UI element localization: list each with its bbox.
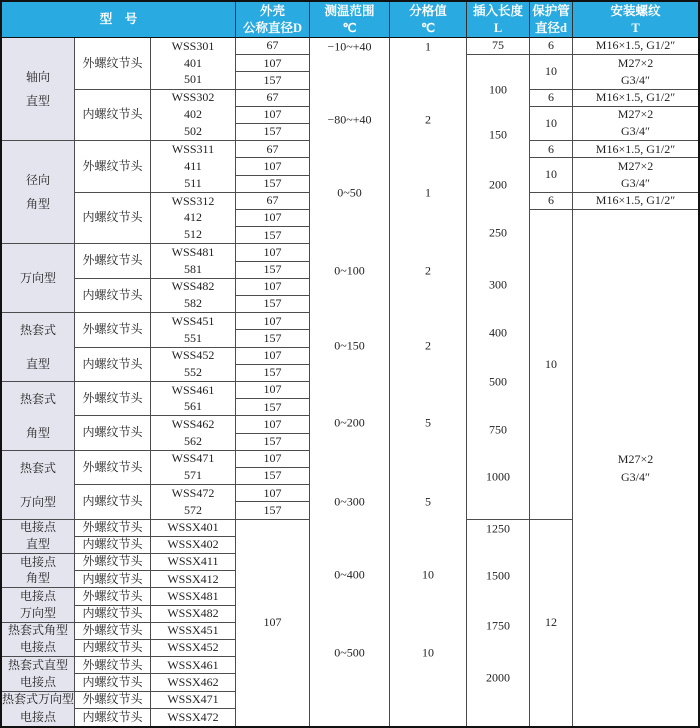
model-cell-line: 512 xyxy=(184,227,202,242)
group-cell-line: 电接点 xyxy=(19,674,56,689)
tube-diameter-value: 6 xyxy=(530,38,573,55)
joint-type-cell: 内螺纹节头 xyxy=(75,348,151,382)
header-mounting-thread xyxy=(573,2,698,38)
insertion-length-column-upper-value: 250 xyxy=(489,225,507,240)
insertion-length-column-lower-value: 2000 xyxy=(486,669,510,684)
thread-value: M16×1.5, G1/2″ xyxy=(573,90,698,107)
division-value-column xyxy=(390,38,467,726)
model-cell-line: WSS472 xyxy=(171,485,215,500)
tube-diameter-value: 6 xyxy=(530,141,573,158)
model-cell xyxy=(151,279,236,313)
tube-diameter-value: 6 xyxy=(530,193,573,210)
temp-range-column xyxy=(310,38,390,726)
group-cell-line: 直型 xyxy=(25,357,50,372)
header-model-line: 型 号 xyxy=(99,12,138,26)
shell-diameter-value: 107 xyxy=(236,348,310,365)
header-tube-diameter xyxy=(530,2,573,38)
header-shell-diameter-line: 外壳 xyxy=(259,3,285,18)
temp-range-column-value: 0~150 xyxy=(334,338,365,353)
tube-diameter-value: 10 xyxy=(530,210,573,520)
group-cell-line: 万向型 xyxy=(19,494,56,509)
joint-type-cell: 内螺纹节头 xyxy=(75,485,151,519)
group-cell-line: 角型 xyxy=(25,197,50,212)
group-cell-line: 轴向 xyxy=(25,70,50,85)
shell-diameter-value: 157 xyxy=(236,124,310,141)
header-model xyxy=(2,2,236,38)
joint-type-cell: 外螺纹节头 xyxy=(75,382,151,416)
temp-range-column-value: 0~500 xyxy=(334,645,365,660)
model-cell-line: WSS461 xyxy=(171,382,215,397)
joint-type-cell: 外螺纹节头 xyxy=(75,244,151,278)
shell-diameter-value: 157 xyxy=(236,227,310,244)
model-cell: WSSX411 xyxy=(151,554,236,571)
model-cell-line: WSS452 xyxy=(171,348,215,363)
joint-type-cell: 内螺纹节头 xyxy=(75,709,151,726)
division-value-column-value: 5 xyxy=(425,494,431,509)
joint-type-cell: 内螺纹节头 xyxy=(75,606,151,623)
header-temp-range-line: 测温范围 xyxy=(324,3,375,18)
tube-diameter-value: 6 xyxy=(530,90,573,107)
shell-diameter-value: 107 xyxy=(236,520,310,726)
joint-type-cell: 内螺纹节头 xyxy=(75,193,151,245)
model-cell: WSSX451 xyxy=(151,623,236,640)
division-value-column-value: 1 xyxy=(425,185,431,200)
model-cell: WSSX471 xyxy=(151,692,236,709)
group-cell xyxy=(2,554,75,588)
insertion-length-column-lower xyxy=(467,520,530,726)
model-cell-line: WSS311 xyxy=(171,141,215,156)
thread-value xyxy=(573,55,698,89)
joint-type-cell: 内螺纹节头 xyxy=(75,416,151,450)
group-cell xyxy=(2,520,75,554)
model-cell xyxy=(151,244,236,278)
shell-diameter-value: 157 xyxy=(236,468,310,485)
tube-diameter-value: 10 xyxy=(530,107,573,141)
model-cell-line: 561 xyxy=(184,399,202,414)
insertion-length-column-upper-value: 150 xyxy=(489,127,507,142)
temp-range-column-value: −10~+40 xyxy=(327,39,372,54)
group-cell-line: 电接点 xyxy=(19,520,56,535)
shell-diameter-value: 157 xyxy=(236,176,310,193)
insertion-length-value: 75 xyxy=(467,38,530,55)
joint-type-cell: 外螺纹节头 xyxy=(75,520,151,537)
header-tube-diameter-line: 直径d xyxy=(535,20,567,35)
group-cell xyxy=(2,244,75,313)
insertion-length-column-upper-value: 500 xyxy=(489,374,507,389)
joint-type-cell: 外螺纹节头 xyxy=(75,38,151,90)
model-cell xyxy=(151,348,236,382)
thread-value: M16×1.5, G1/2″ xyxy=(573,193,698,210)
model-cell-line: 501 xyxy=(184,72,202,87)
group-cell xyxy=(2,692,75,726)
division-value-column-value: 10 xyxy=(422,567,434,582)
model-cell-line: 581 xyxy=(184,261,202,276)
header-temp-range xyxy=(310,2,390,38)
temp-range-column-value: −80~+40 xyxy=(327,112,372,127)
temp-range-column-value: 0~200 xyxy=(334,415,365,430)
shell-diameter-value: 107 xyxy=(236,107,310,124)
group-cell xyxy=(2,657,75,691)
model-cell xyxy=(151,416,236,450)
model-cell xyxy=(151,90,236,142)
shell-diameter-value: 157 xyxy=(236,434,310,451)
model-cell xyxy=(151,141,236,193)
model-cell-line: WSS471 xyxy=(171,451,215,466)
joint-type-cell: 内螺纹节头 xyxy=(75,90,151,142)
shell-diameter-value: 157 xyxy=(236,72,310,89)
model-cell-line: 412 xyxy=(184,210,202,225)
joint-type-cell: 外螺纹节头 xyxy=(75,313,151,347)
group-cell-line: 热套式 xyxy=(19,323,56,338)
shell-diameter-value: 107 xyxy=(236,382,310,399)
joint-type-cell: 内螺纹节头 xyxy=(75,640,151,657)
model-cell xyxy=(151,38,236,90)
thread-value-line: G3/4″ xyxy=(621,470,650,484)
group-cell-line: 直型 xyxy=(25,536,50,551)
model-cell xyxy=(151,382,236,416)
insertion-length-column-upper-value: 300 xyxy=(489,277,507,292)
shell-diameter-value: 157 xyxy=(236,365,310,382)
group-cell-line: 角型 xyxy=(25,425,50,440)
group-cell xyxy=(2,382,75,451)
model-cell: WSSX461 xyxy=(151,657,236,674)
header-insertion-length-line: L xyxy=(493,20,503,35)
model-cell: WSSX472 xyxy=(151,709,236,726)
model-cell: WSSX481 xyxy=(151,588,236,605)
thread-value xyxy=(573,107,698,141)
shell-diameter-value: 107 xyxy=(236,210,310,227)
model-cell: WSSX452 xyxy=(151,640,236,657)
group-cell-line: 热套式万向型 xyxy=(2,692,75,707)
joint-type-cell: 内螺纹节头 xyxy=(75,571,151,588)
insertion-length-column-lower-value: 1250 xyxy=(486,520,510,535)
model-cell-line: 571 xyxy=(184,468,202,483)
thread-value-line: G3/4″ xyxy=(621,72,650,87)
model-cell xyxy=(151,193,236,245)
shell-diameter-value: 67 xyxy=(236,193,310,210)
division-value-column-value: 2 xyxy=(425,263,431,278)
thread-value-line: G3/4″ xyxy=(621,124,650,139)
shell-diameter-value: 107 xyxy=(236,158,310,175)
temp-range-column-value: 0~50 xyxy=(337,185,362,200)
shell-diameter-value: 107 xyxy=(236,244,310,261)
division-value-column-value: 2 xyxy=(425,338,431,353)
model-cell-line: 402 xyxy=(184,107,202,122)
model-cell: WSSX402 xyxy=(151,537,236,554)
joint-type-cell: 外螺纹节头 xyxy=(75,554,151,571)
header-mounting-thread-line: 安装螺纹 xyxy=(610,3,661,18)
header-division-value xyxy=(390,2,467,38)
joint-type-cell: 内螺纹节头 xyxy=(75,674,151,691)
thread-value-line: M27×2 xyxy=(617,107,654,122)
joint-type-cell: 外螺纹节头 xyxy=(75,623,151,640)
thread-value xyxy=(573,158,698,192)
header-shell-diameter-line: 公称直径D xyxy=(242,20,303,35)
model-cell-line: 582 xyxy=(184,296,202,311)
model-cell xyxy=(151,485,236,519)
thread-value xyxy=(573,210,698,726)
shell-diameter-value: 67 xyxy=(236,90,310,107)
model-cell: WSSX482 xyxy=(151,606,236,623)
shell-diameter-value: 107 xyxy=(236,451,310,468)
insertion-length-column-upper-value: 750 xyxy=(489,422,507,437)
thread-value-line: G3/4″ xyxy=(621,175,650,190)
group-cell xyxy=(2,623,75,657)
insertion-length-column-upper-value: 200 xyxy=(489,177,507,192)
model-cell-line: 551 xyxy=(184,330,202,345)
shell-diameter-value: 107 xyxy=(236,279,310,296)
joint-type-cell: 外螺纹节头 xyxy=(75,692,151,709)
shell-diameter-value: 67 xyxy=(236,141,310,158)
thread-value: M16×1.5, G1/2″ xyxy=(573,141,698,158)
header-division-value-line: 分格值 xyxy=(409,3,447,18)
thread-value-line: M27×2 xyxy=(617,55,654,70)
temp-range-column-value: 0~400 xyxy=(334,567,365,582)
group-cell-line: 热套式角型 xyxy=(7,623,68,638)
group-cell xyxy=(2,313,75,382)
joint-type-cell: 外螺纹节头 xyxy=(75,451,151,485)
shell-diameter-value: 107 xyxy=(236,55,310,72)
model-cell-line: WSS312 xyxy=(171,193,215,208)
model-cell-line: WSS301 xyxy=(171,38,215,53)
model-cell xyxy=(151,313,236,347)
model-cell: WSSX462 xyxy=(151,674,236,691)
group-cell xyxy=(2,141,75,244)
model-cell-line: WSS302 xyxy=(171,90,215,105)
model-cell-line: WSS451 xyxy=(171,313,215,328)
group-cell-line: 电接点 xyxy=(19,554,56,569)
model-cell xyxy=(151,451,236,485)
header-mounting-thread-line: T xyxy=(631,20,640,35)
model-cell-line: 552 xyxy=(184,364,202,379)
model-cell: WSSX412 xyxy=(151,571,236,588)
insertion-length-column-lower-value: 1500 xyxy=(486,567,510,582)
group-cell-line: 角型 xyxy=(25,571,50,586)
joint-type-cell: 内螺纹节头 xyxy=(75,537,151,554)
group-cell-line: 电接点 xyxy=(19,709,56,724)
model-cell-line: 572 xyxy=(184,502,202,517)
joint-type-cell: 外螺纹节头 xyxy=(75,141,151,193)
temp-range-column-value: 0~300 xyxy=(334,494,365,509)
group-cell-line: 热套式直型 xyxy=(7,657,68,672)
header-insertion-length xyxy=(467,2,530,38)
header-division-value-line: ℃ xyxy=(420,20,436,35)
model-cell-line: 502 xyxy=(184,124,202,139)
group-cell-line: 万向型 xyxy=(19,271,56,286)
group-cell-line: 电接点 xyxy=(19,640,56,655)
temp-range-column-value: 0~100 xyxy=(334,263,365,278)
joint-type-cell: 外螺纹节头 xyxy=(75,657,151,674)
shell-diameter-value: 107 xyxy=(236,416,310,433)
insertion-length-column-upper-value: 100 xyxy=(489,82,507,97)
group-cell-line: 热套式 xyxy=(19,391,56,406)
shell-diameter-value: 157 xyxy=(236,399,310,416)
model-cell: WSSX401 xyxy=(151,520,236,537)
tube-diameter-value: 10 xyxy=(530,158,573,192)
joint-type-cell: 外螺纹节头 xyxy=(75,588,151,605)
group-cell xyxy=(2,38,75,141)
shell-diameter-value: 157 xyxy=(236,330,310,347)
header-shell-diameter xyxy=(236,2,310,38)
header-insertion-length-line: 插入长度 xyxy=(472,3,523,18)
division-value-column-value: 10 xyxy=(422,645,434,660)
shell-diameter-value: 107 xyxy=(236,485,310,502)
group-cell-line: 热套式 xyxy=(19,460,56,475)
thread-value-line: M27×2 xyxy=(617,452,654,466)
group-cell xyxy=(2,588,75,622)
insertion-length-column-upper xyxy=(467,55,530,519)
model-cell-line: WSS462 xyxy=(171,417,215,432)
shell-diameter-value: 107 xyxy=(236,313,310,330)
division-value-column-value: 1 xyxy=(425,39,431,54)
group-cell-line: 径向 xyxy=(25,173,50,188)
tube-diameter-value: 10 xyxy=(530,55,573,89)
group-cell-line: 直型 xyxy=(25,94,50,109)
insertion-length-column-upper-value: 1000 xyxy=(486,469,510,484)
thread-value-line: M27×2 xyxy=(617,159,654,174)
division-value-column-value: 2 xyxy=(425,112,431,127)
shell-diameter-value: 157 xyxy=(236,262,310,279)
model-cell-line: 401 xyxy=(184,55,202,70)
tube-diameter-value: 12 xyxy=(530,520,573,726)
shell-diameter-value: 157 xyxy=(236,502,310,519)
joint-type-cell: 内螺纹节头 xyxy=(75,279,151,313)
model-cell-line: 511 xyxy=(184,175,202,190)
model-cell-line: 411 xyxy=(184,158,202,173)
thread-value: M16×1.5, G1/2″ xyxy=(573,38,698,55)
insertion-length-column-lower-value: 1750 xyxy=(486,617,510,632)
header-tube-diameter-line: 保护管 xyxy=(532,3,570,18)
insertion-length-column-upper-value: 400 xyxy=(489,325,507,340)
division-value-column-value: 5 xyxy=(425,415,431,430)
model-cell-line: WSS481 xyxy=(171,245,215,260)
shell-diameter-value: 67 xyxy=(236,38,310,55)
group-cell-line: 万向型 xyxy=(19,605,56,620)
group-cell-line: 电接点 xyxy=(19,589,56,604)
model-cell-line: 562 xyxy=(184,433,202,448)
header-temp-range-line: ℃ xyxy=(342,20,357,35)
model-cell-line: WSS482 xyxy=(171,279,215,294)
shell-diameter-value: 157 xyxy=(236,296,310,313)
group-cell xyxy=(2,451,75,520)
